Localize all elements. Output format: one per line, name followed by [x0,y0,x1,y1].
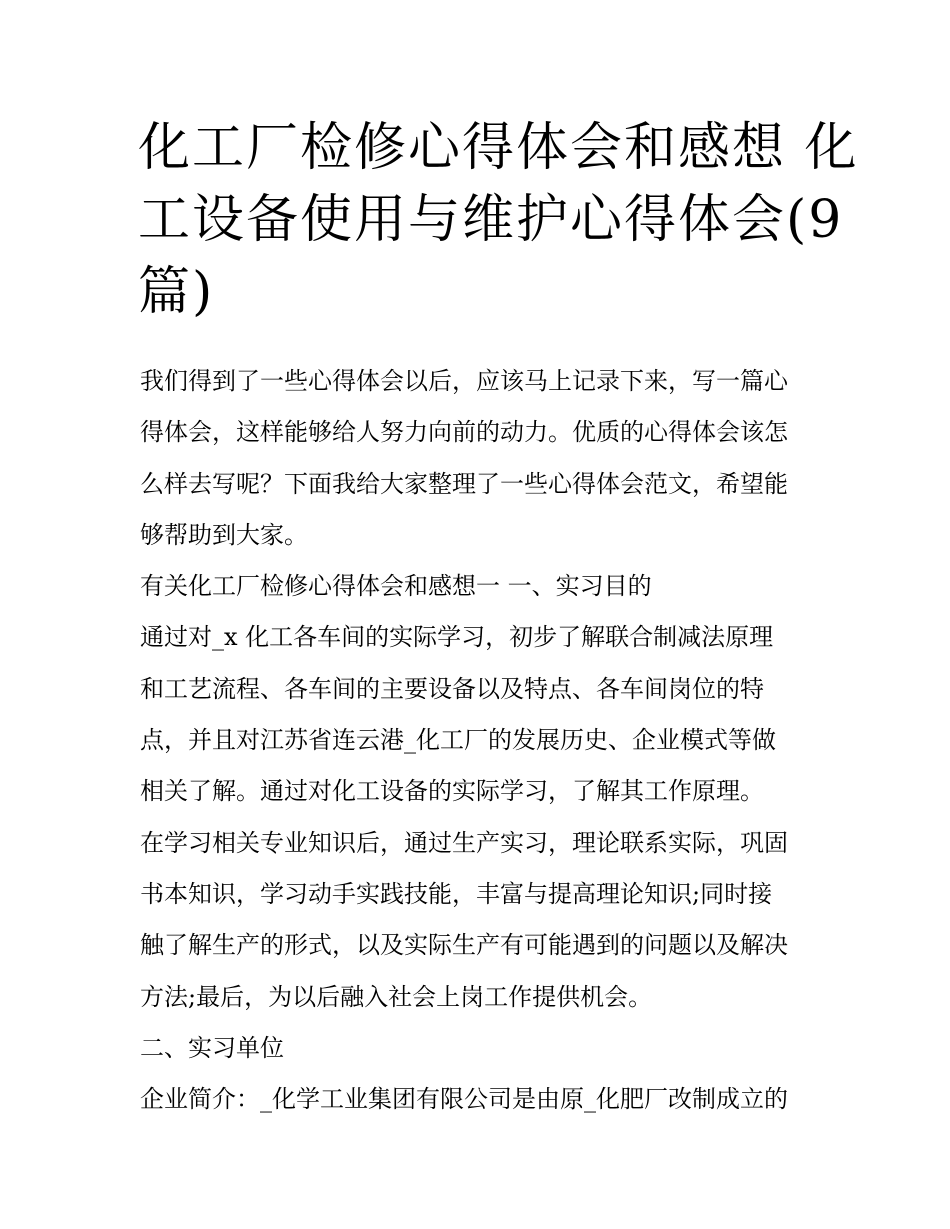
body-line: 触了解生产的形式，以及实际生产有可能遇到的问题以及解决 [140,931,788,960]
body-line: 书本知识，学习动手实践技能，丰富与提高理论知识;同时接 [140,879,773,908]
body-line: 得体会，这样能够给人努力向前的动力。优质的心得体会该怎 [140,418,788,447]
document-body [140,356,830,1125]
body-line: 在学习相关专业知识后，通过生产实习，理论联系实际，巩固 [140,828,788,857]
body-line: 方法;最后，为以后融入社会上岗工作提供机会。 [140,982,653,1011]
title-line: 化工厂检修心得体会和感想 化 [138,118,859,178]
section-heading-line: 有关化工厂检修心得体会和感想一 一、实习目的 [140,572,652,601]
body-line: 够帮助到大家。 [140,520,308,549]
section-heading-line: 二、实习单位 [140,1033,284,1062]
body-line: 和工艺流程、各车间的主要设备以及特点、各车间岗位的特 [140,674,764,703]
body-line: 相关了解。通过对化工设备的实际学习，了解其工作原理。 [140,777,764,806]
body-line: 点，并且对江苏省连云港_化工厂的发展历史、企业模式等做 [140,726,776,755]
body-line: 通过对_x 化工各车间的实际学习，初步了解联合制减法原理 [140,623,774,652]
title-line: 篇) [138,262,215,322]
document-title [138,112,859,328]
body-line: 我们得到了一些心得体会以后，应该马上记录下来，写一篇心 [140,367,788,395]
title-line: 工设备使用与维护心得体会(9 [138,190,844,250]
body-line: 企业简介：_化学工业集团有限公司是由原_化肥厂改制成立的 [140,1085,788,1114]
body-line: 么样去写呢？下面我给大家整理了一些心得体会范文，希望能 [140,469,788,498]
